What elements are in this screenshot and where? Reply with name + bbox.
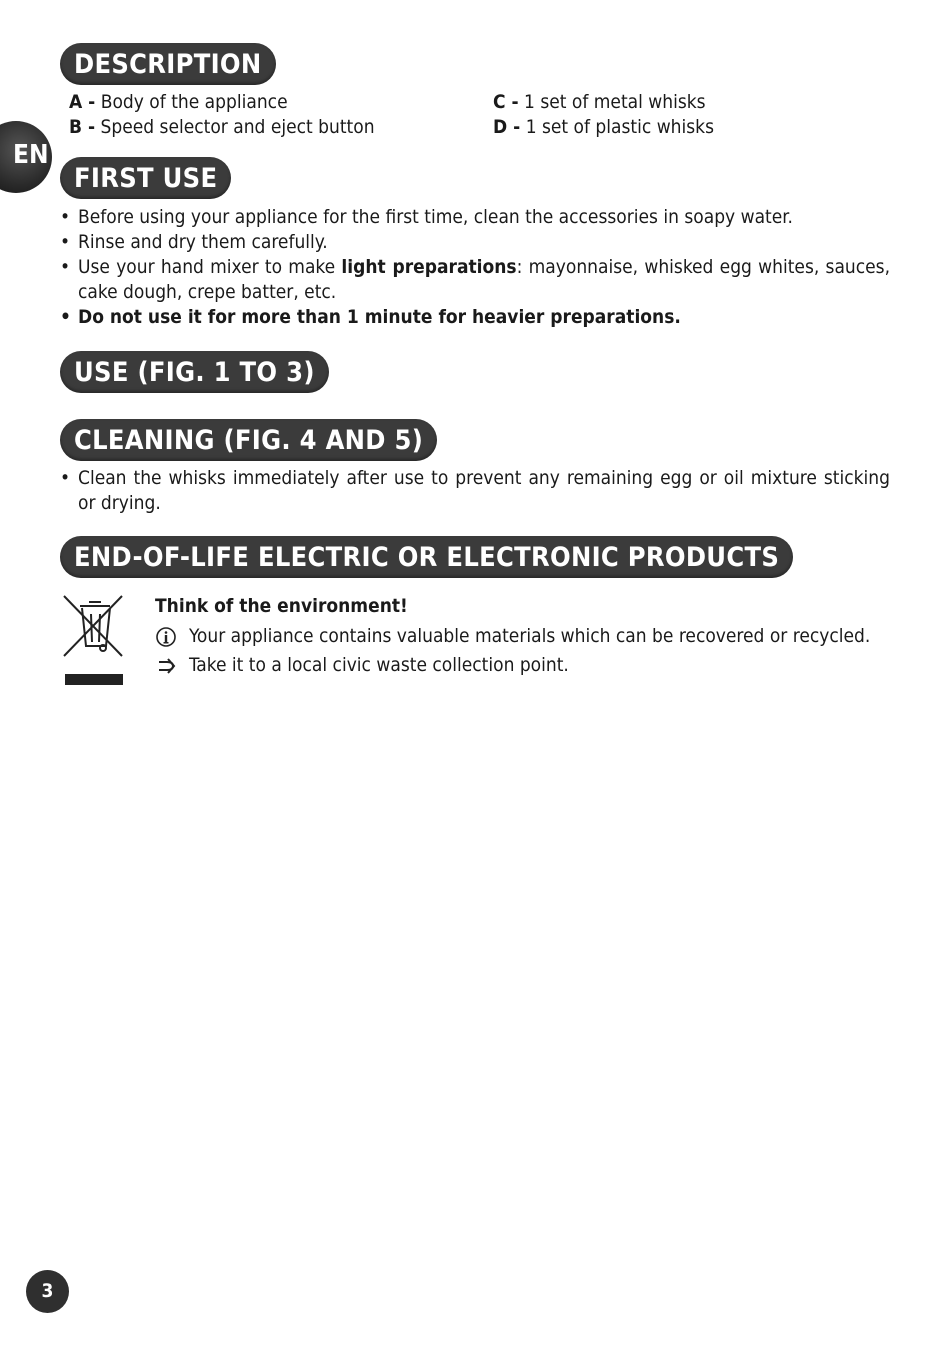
language-tab-label: EN — [13, 140, 49, 170]
bullet-dot: • — [60, 306, 71, 328]
description-letter: A - — [69, 91, 96, 113]
description-text: Speed selector and eject button — [100, 116, 375, 138]
language-tab — [0, 121, 52, 193]
environment-arrow-line — [155, 653, 569, 678]
bullet-dot: • — [60, 256, 71, 278]
bullet-dot: • — [60, 467, 71, 489]
first-use-bullet-1 — [60, 205, 890, 230]
section-heading-first-use: FIRST USE — [60, 157, 231, 199]
bullet-dot: • — [60, 231, 71, 253]
info-icon — [155, 626, 177, 648]
arrow-right-icon — [155, 655, 177, 677]
description-letter: C - — [493, 91, 519, 113]
bullet-text-part: Use your hand mixer to make — [78, 256, 342, 278]
description-text: 1 set of metal whisks — [524, 91, 706, 113]
bullet-text: Do not use it for more than 1 minute for heavier preparations. — [78, 306, 681, 328]
section-heading-use: USE (FIG. 1 TO 3) — [60, 351, 329, 393]
description-letter: D - — [493, 116, 521, 138]
bullet-dot: • — [60, 206, 71, 228]
section-heading-end-of-life: END-OF-LIFE ELECTRIC OR ELECTRONIC PRODUCTS — [60, 536, 793, 578]
section-heading-cleaning: CLEANING (FIG. 4 AND 5) — [60, 419, 437, 461]
environment-arrow-text: Take it to a local civic waste collection point. — [189, 654, 569, 676]
first-use-bullet-2 — [60, 230, 890, 255]
first-use-bullet-3 — [60, 255, 890, 305]
bullet-text-emphasis: light preparations — [341, 256, 517, 278]
bullet-text: Before using your appliance for the first time, clean the accessories in soapy water. — [78, 206, 793, 228]
page-number: 3 — [26, 1270, 69, 1313]
description-letter: B - — [69, 116, 96, 138]
description-text: 1 set of plastic whisks — [525, 116, 714, 138]
first-use-bullet-4-warning — [60, 305, 890, 330]
environment-info-line — [155, 624, 870, 649]
description-text: Body of the appliance — [100, 91, 288, 113]
weee-crossed-bin-icon — [62, 592, 126, 688]
bullet-text: Clean the whisks immediately after use to prevent any remaining egg or oil mixture sticking or drying. — [78, 467, 890, 514]
cleaning-bullet — [60, 466, 890, 516]
description-item-c — [493, 90, 706, 115]
description-item-b — [69, 115, 375, 140]
bullet-text — [78, 255, 890, 305]
description-item-d — [493, 115, 714, 140]
description-item-a — [69, 90, 288, 115]
environment-info-text: Your appliance contains valuable materials which can be recovered or recycled. — [189, 625, 871, 647]
bullet-text-part: : mayonnaise, whisked egg whites, sauces, cake dough, crepe batter, etc. — [78, 256, 891, 303]
section-heading-description: DESCRIPTION — [60, 43, 276, 85]
bullet-text: Rinse and dry them carefully. — [78, 231, 328, 253]
environment-title: Think of the environment! — [155, 595, 408, 617]
